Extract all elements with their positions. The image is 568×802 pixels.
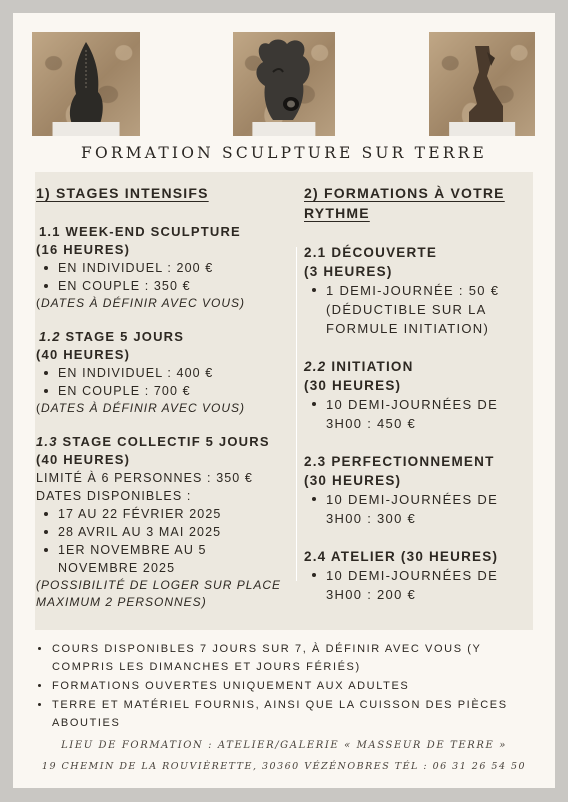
price-item: 1 DEMI-JOURNÉE : 50 € (DÉDUCTIBLE SUR LA FORMULE INITIATION) [304,281,519,338]
note-item: FORMATIONS OUVERTES UNIQUEMENT AUX ADULTES [36,677,536,695]
date-item: 1ER NOVEMBRE AU 5 NOVEMBRE 2025 [36,541,286,577]
note-item: TERRE ET MATÉRIEL FOURNIS, AINSI QUE LA CUISSON DES PIÈCES ABOUTIES [36,696,536,732]
price-item: EN COUPLE : 350 € [36,277,286,295]
price-item: 10 DEMI-JOURNÉES DE 3H00 : 200 € [304,566,519,604]
sculpture-figure-kneeling [429,32,535,136]
lodging-note: (POSSIBILITÉ DE LOGER SUR PLACE MAXIMUM 2 PERSONNES) [36,578,282,609]
price-item: 10 DEMI-JOURNÉES DE 3H00 : 300 € [304,490,519,528]
stage-collectif-title: 1.3 STAGE COLLECTIF 5 JOURS [36,434,270,449]
week-end-hours: (16 HEURES) [36,242,131,257]
price-item: EN COUPLE : 700 € [36,382,286,400]
stage-5-jours-title: 1.2 STAGE 5 JOURS [39,329,185,344]
section-heading-stages: 1) STAGES INTENSIFS [36,185,209,201]
week-end-title: 1.1 WEEK-END SCULPTURE [39,224,241,239]
date-item: 28 AVRIL AU 3 MAI 2025 [36,523,286,541]
dates-label: DATES DISPONIBLES : [36,489,192,503]
sculpture-photo-left [32,32,140,136]
decouverte-hours: (3 HEURES) [304,264,393,279]
stage-collectif-hours: (40 HEURES) [36,452,131,467]
stage-5-jours-hours: (40 HEURES) [36,347,131,362]
sculpture-figure-pointed [32,32,140,136]
column-divider [296,247,297,581]
price-item: 10 DEMI-JOURNÉES DE 3H00 : 450 € [304,395,519,433]
atelier-title: 2.4 ATELIER (30 HEURES) [304,549,499,564]
page-title: FORMATION SCULPTURE SUR TERRE [81,144,487,162]
note-item: COURS DISPONIBLES 7 JOURS SUR 7, À DÉFINIR AVEC VOUS (Y COMPRIS LES DIMANCHES ET JOURS FÉRIÉS) [36,640,536,676]
footer-location: LIEU DE FORMATION : ATELIER/GALERIE « MASSEUR DE TERRE » [61,740,507,751]
sculpture-photo-center [233,32,335,136]
price-item: EN INDIVIDUEL : 200 € [36,259,286,277]
perfectionnement-hours: (30 HEURES) [304,473,402,488]
sculpture-figure-head [233,32,335,136]
flyer-page [13,13,555,788]
initiation-title: 2.2 INITIATION [304,359,414,374]
initiation-hours: (30 HEURES) [304,378,402,393]
dates-note: (DATES À DÉFINIR AVEC VOUS) [36,296,246,310]
price-item: EN INDIVIDUEL : 400 € [36,364,286,382]
limit-line: LIMITÉ À 6 PERSONNES : 350 € [36,471,253,485]
footer-address: 19 CHEMIN DE LA ROUVIÈRETTE, 30360 VÉZÉNOBRES TÉL : 06 31 26 54 50 [41,761,527,772]
decouverte-title: 2.1 DÉCOUVERTE [304,245,438,260]
date-item: 17 AU 22 FÉVRIER 2025 [36,505,286,523]
formations-column [304,183,519,604]
sculpture-photo-right [429,32,535,136]
general-notes [36,640,536,733]
stages-intensifs-column [36,183,286,611]
perfectionnement-title: 2.3 PERFECTIONNEMENT [304,454,495,469]
dates-note: (DATES À DÉFINIR AVEC VOUS) [36,401,246,415]
section-heading-formations: 2) FORMATIONS À VOTRE RYTHME [304,185,505,221]
